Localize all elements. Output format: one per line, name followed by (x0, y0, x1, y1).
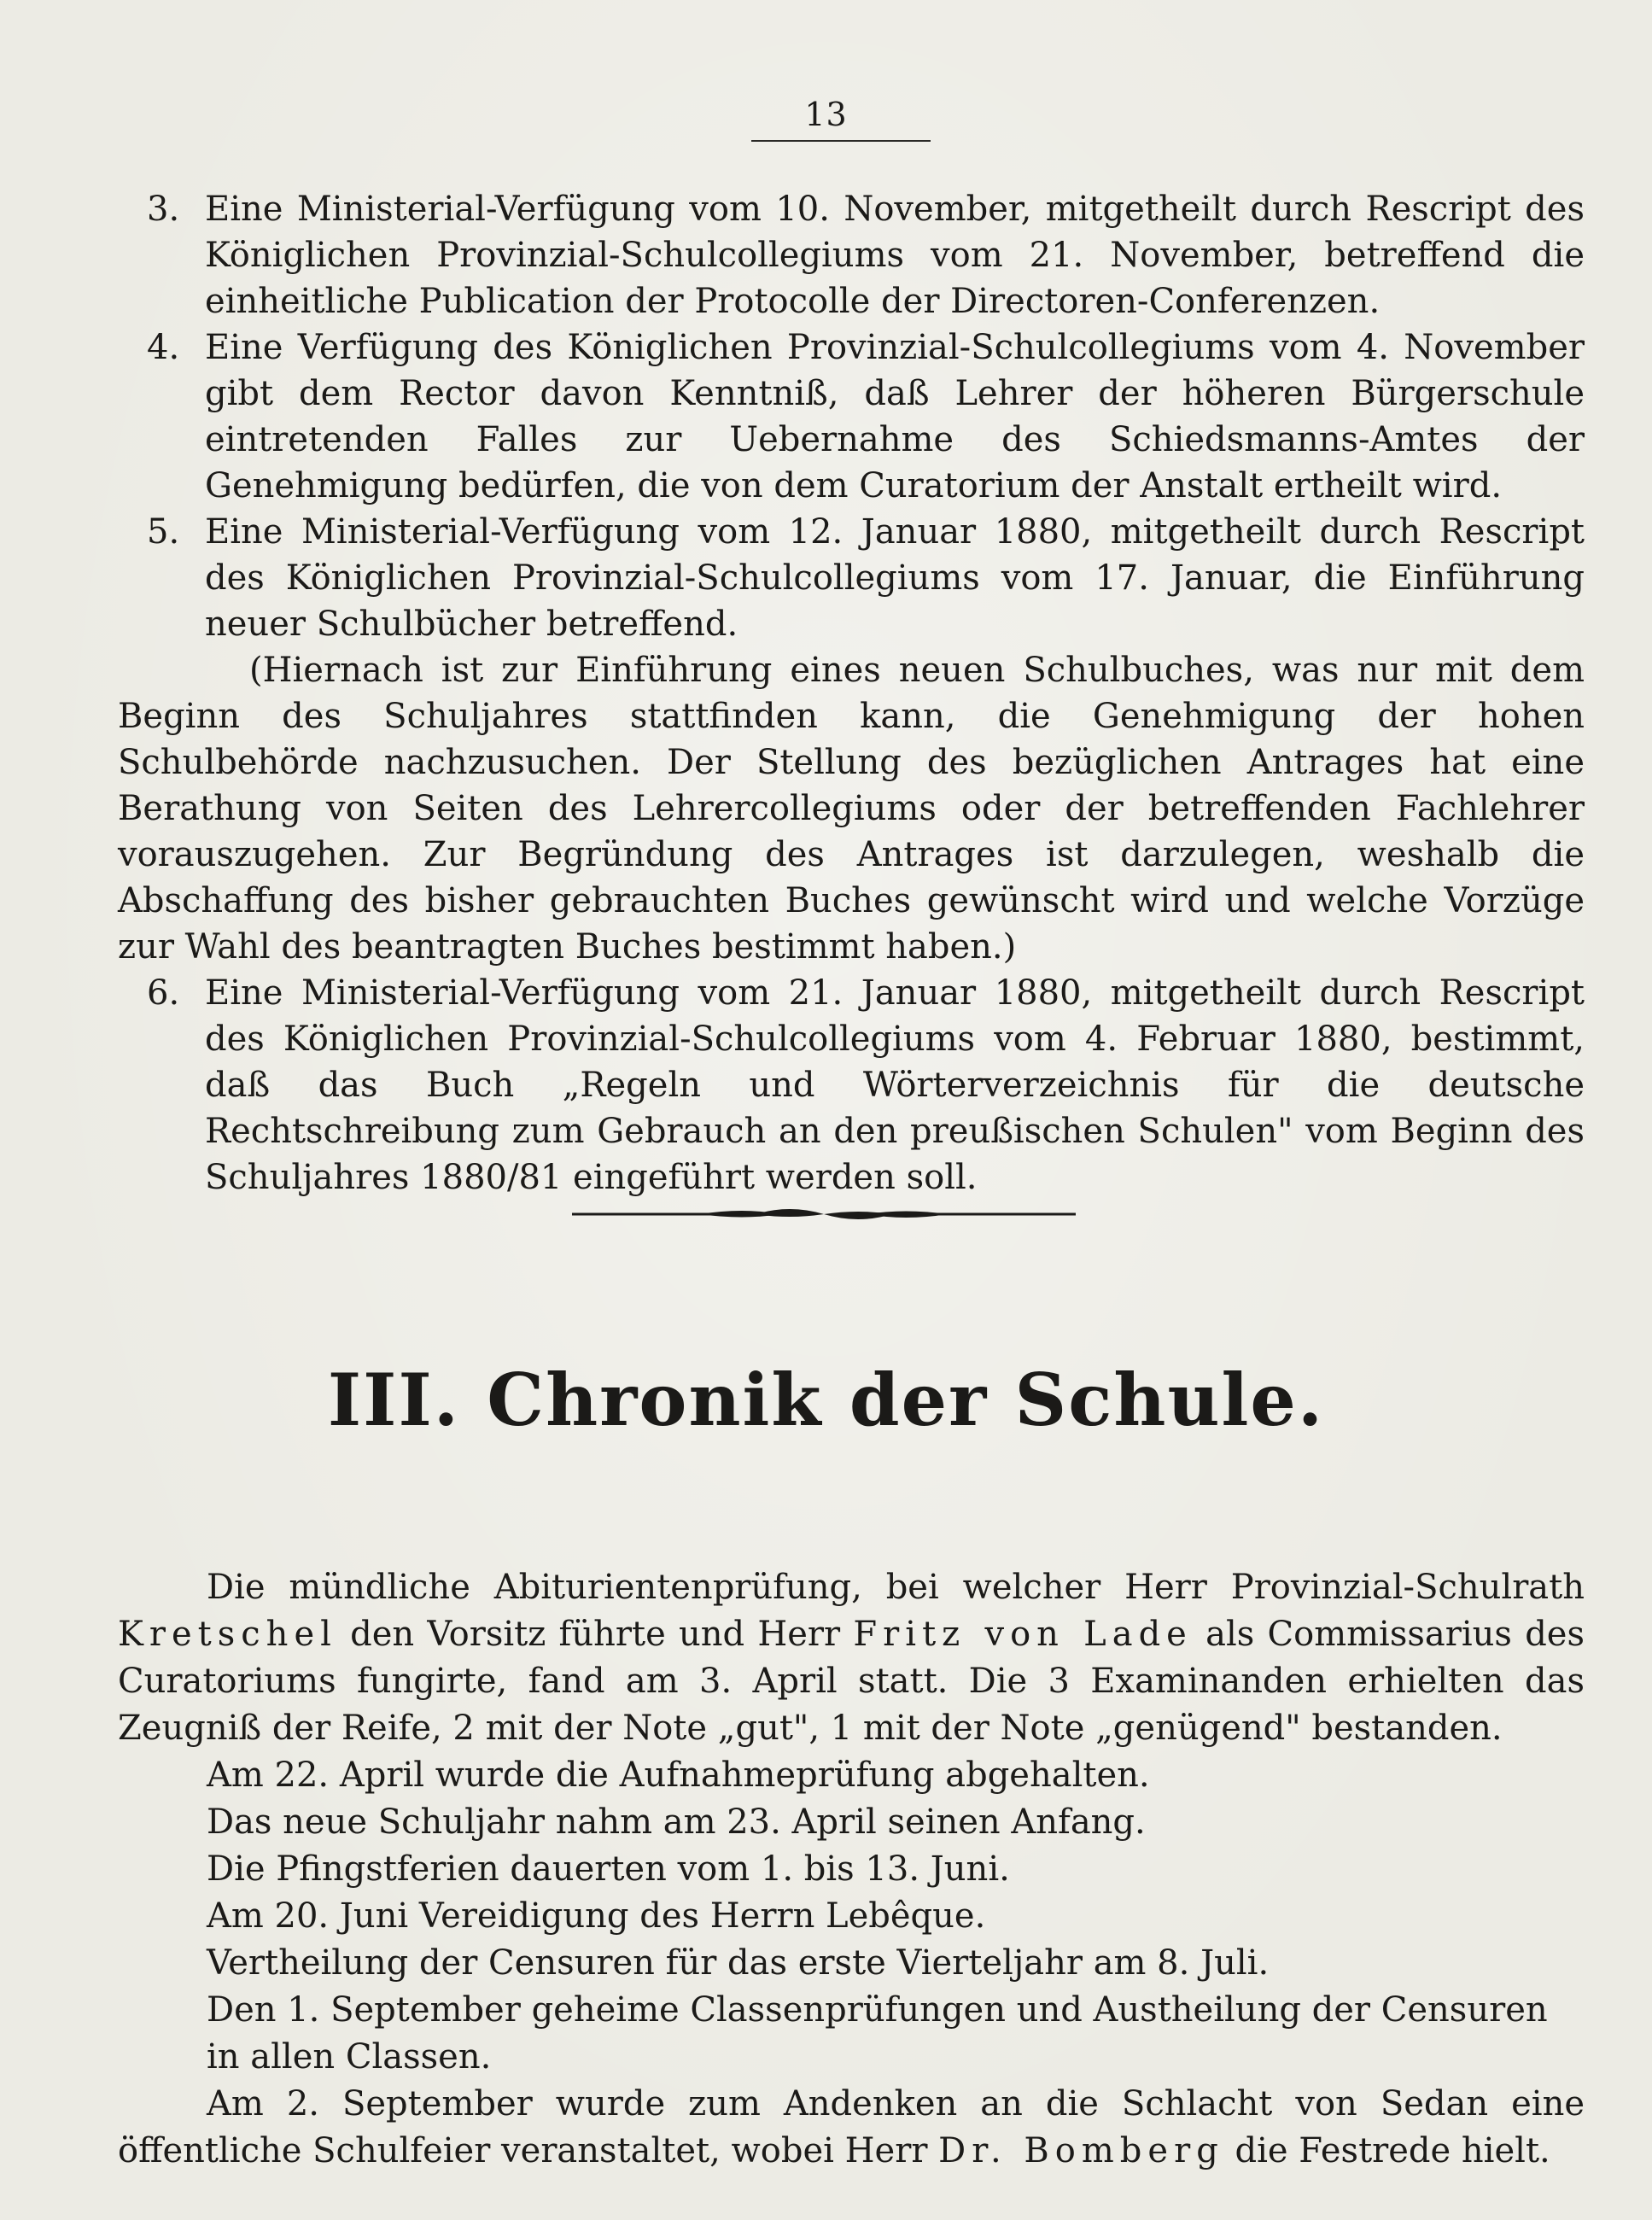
page-number: 13 (804, 96, 848, 133)
chronicle-entry: Am 22. April wurde die Aufnahmeprüfung abgehalten. (207, 1756, 1150, 1795)
page-number-rule (751, 140, 931, 142)
decree-text: Eine Verfügung des Königlichen Provinzial-Schulcollegiums vom 4. November gibt dem Rector davon Kenntniß, daß Lehrer der höheren Bürgerschule eintretenden Falles zur Uebernahme des Schiedsmanns-Amtes der Genehmigung bedürfen, die von dem Curatorium der Anstalt ertheilt wird. (205, 328, 1585, 505)
chronicle-intro-text: als Commissarius des Curatoriums fungirte, fand am 3. April statt. Die 3 Examinanden erhielten das Zeugniß der Reife, 2 mit der Note „gut", 1 mit der Note „genügend" bestanden. (118, 1615, 1585, 1748)
chronicle-entry: Die Pfingstferien dauerten vom 1. bis 13. Juni. (207, 1849, 1010, 1889)
decree-item-4 (118, 324, 1585, 509)
decree-note: (Hiernach ist zur Einführung eines neuen Schulbuches, was nur mit dem Beginn des Schuljahres stattfinden kann, die Genehmigung der hohen Schulbehörde nachzusuchen. Der Stellung des bezüglichen Antrages hat eine Berathung von Seiten des Lehrercollegiums oder der betreffenden Fachlehrer vorauszugehen. Zur Begründung des Antrages ist darzulegen, weshalb die Abschaffung des bisher gebrauchten Buches gewünscht wird und welche Vorzüge zur Wahl des beantragten Buches bestimmt haben.) (118, 651, 1585, 967)
name-bomberg: Dr. Bomberg (938, 2131, 1224, 2170)
chronicle-entry: Vertheilung der Censuren für das erste Vierteljahr am 8. Juli. (207, 1943, 1270, 1983)
section-title: III. Chronik der Schule. (327, 1358, 1325, 1442)
decree-text: Eine Ministerial-Verfügung vom 12. Januar 1880, mitgetheilt durch Rescript des Königlichen Provinzial-Schulcollegiums vom 17. Januar, die Einführung neuer Schulbücher betreffend. (205, 512, 1585, 644)
decree-item-6 (118, 970, 1585, 1201)
chronicle-entry: Den 1. September geheime Classenprüfungen und Austheilung der Censuren in allen Classen. (207, 1990, 1548, 2077)
decree-text: Eine Ministerial-Verfügung vom 21. Januar 1880, mitgetheilt durch Rescript des Königlichen Provinzial-Schulcollegiums vom 4. Februar 1880, bestimmt, daß das Buch „Regeln und Wörterverzeichnis für die deutsche Rechtschreibung zum Gebrauch an den preußischen Schulen" vom Beginn des Schuljahres 1880/81 eingeführt werden soll. (205, 973, 1585, 1197)
chronicle-entry: Das neue Schuljahr nahm am 23. April seinen Anfang. (207, 1802, 1146, 1842)
chronicle-intro-text: Die mündliche Abiturientenprüfung, bei welcher Herr Provinzial-Schulrath (207, 1568, 1585, 1607)
decree-number: 5. (147, 512, 180, 552)
chronicle-intro-text: den Vorsitz führte und Herr (336, 1615, 854, 1654)
chronicle-entry-text: die Festrede hielt. (1223, 2131, 1550, 2170)
decree-item-3 (118, 186, 1585, 324)
decree-number: 4. (147, 328, 180, 367)
decree-list (118, 186, 1585, 1201)
chronicle-entry-sedan (118, 2081, 1585, 2175)
name-kretschel: Kretschel (118, 1615, 337, 1654)
chronicle-entry: Am 20. Juni Vereidigung des Herrn Lebêque. (207, 1896, 986, 1936)
chronicle-entry-text: Am 2. September wurde zum Andenken an die Schlacht von Sedan eine öffentliche Schulfeier veranstaltet, wobei Herr (118, 2084, 1585, 2170)
name-lade: Fritz von Lade (853, 1615, 1193, 1654)
chronicle-intro (118, 1564, 1585, 1752)
decree-item-5 (118, 509, 1585, 647)
decree-number: 3. (147, 190, 180, 229)
ornament-divider (572, 1197, 1076, 1231)
decree-number: 6. (147, 973, 180, 1013)
decree-text: Eine Ministerial-Verfügung vom 10. November, mitgetheilt durch Rescript des Königlichen Provinzial-Schulcollegiums vom 21. November, betreffend die einheitliche Publication der Protocolle der Directoren-Conferenzen. (205, 190, 1585, 321)
chronicle-section (118, 1564, 1585, 2175)
